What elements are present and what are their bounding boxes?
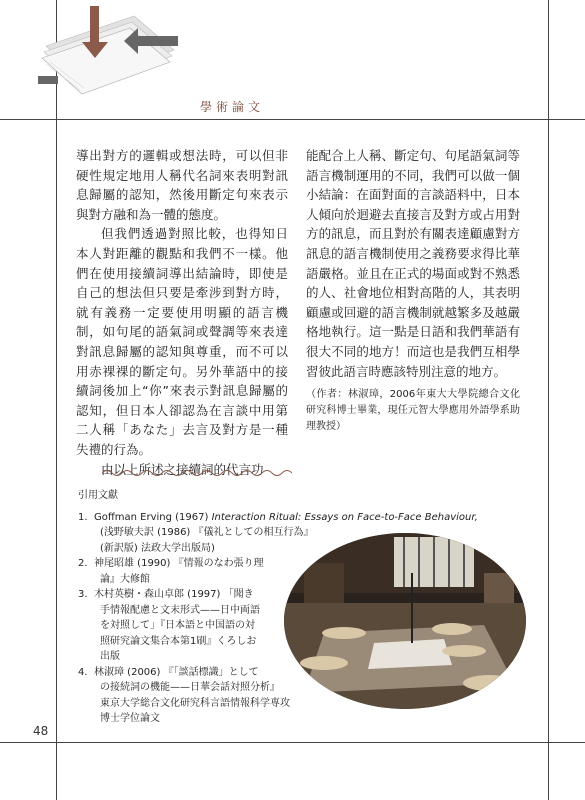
paper-stack-illustration (38, 6, 178, 98)
reference-line: 神尾昭雄 (1990) 『情報のなわ張り理 (94, 558, 264, 569)
reference-line: 東京大学総合文化研究科言語情報科学専攻 (100, 697, 290, 709)
reference-line: 林淑璋 (2006) 『「談話標識」として (94, 666, 259, 678)
body-paragraph: 能配合上人稱、斷定句、句尾語氣詞等語言機制運用的不同，我們可以做一個小結論：在面對面的言談語料中，日本人傾向於迴避去直接言及對方或占用對方的訊息，而且對於有關表達顧慮對方訊息的語言機制使用之義務要求得比華語嚴格。並且在正式的場面或對不熟悉的人、社會地位相對高階的人，其表明顧慮或回避的語言機制就越繁多及越嚴格地執行。這一點是日語和我們華語有很大不同的地方！而這也是我們互相學習彼此語言時應該特別注意的地方。 (306, 148, 520, 379)
body-paragraph: 但我們透過對照比較，也得知日本人對距離的觀點和我們不一樣。他們在使用接續詞導出結論時，即使是自己的想法但只要是牽涉到對方時，就有義務一定要使用明顯的語言機制，如句尾的語氣詞或聲調等來表達對訊息歸屬的認知與尊重，而不可以用赤裸裸的斷定句。另外華語中的接續詞後加上“你”來表示對訊息歸屬的認知，但日本人卻認為在言談中用第二人稱「あなた」去言及對方是一種失禮的行為。 (76, 226, 288, 457)
reference-line: (浅野敏夫訳 (1986) 『儀礼としての相互行為』 (100, 527, 314, 538)
reference-line: 出版 (100, 651, 120, 662)
reference-title-italic: Interaction Ritual: Essays on Face-to-Face Behaviour, (211, 511, 478, 523)
section-title: 學術論文 (200, 100, 265, 114)
reference-line: Goffman Erving (1967) (94, 511, 212, 523)
body-paragraph: 導出對方的邏輯或想法時，可以但非硬性規定地用人稱代名詞來表明對訊息歸屬的認知，然後用斷定句來表示與對方融和為一體的態度。 (76, 148, 288, 222)
frame-line-bottom (0, 742, 585, 743)
reference-line: 木村英樹・森山卓郎 (1997) 「聞き (94, 589, 254, 600)
reference-line: (新訳版) 法政大学出版局) (100, 542, 215, 554)
reference-line: 博士学位論文 (100, 713, 160, 724)
page-number: 48 (33, 724, 49, 738)
frame-line-right (548, 0, 549, 800)
reference-line: の接続詞の機能——日華会話対照分析』 (100, 682, 280, 693)
wavy-divider (102, 468, 292, 478)
reference-line: 論』大修館 (100, 573, 150, 585)
interior-photo (284, 533, 526, 709)
reference-line: 照研究論文集合本第1刷』くろしお (100, 635, 257, 647)
frame-line-top (0, 119, 585, 120)
frame-line-left (56, 0, 57, 800)
right-text-column (306, 146, 520, 435)
references-heading: 引用文獻 (78, 490, 118, 501)
reference-number: 4. (78, 666, 88, 678)
left-text-column (76, 146, 288, 479)
reference-number: 2. (78, 558, 88, 569)
reference-number: 1. (78, 511, 88, 523)
body-paragraph: 由以上所述之接續詞的代言功 (101, 461, 264, 477)
reference-line: 手情報配慮と文末形式——日中両語 (100, 604, 260, 616)
reference-line: を対照して」『日本語と中国語の対 (100, 620, 255, 631)
interior-photo-drawing (284, 533, 526, 709)
reference-number: 3. (78, 589, 88, 600)
author-note: （作者：林淑璋，2006年東大大學院總合文化研究科博士畢業，現任元智大學應用外語學系助理教授） (306, 389, 520, 433)
